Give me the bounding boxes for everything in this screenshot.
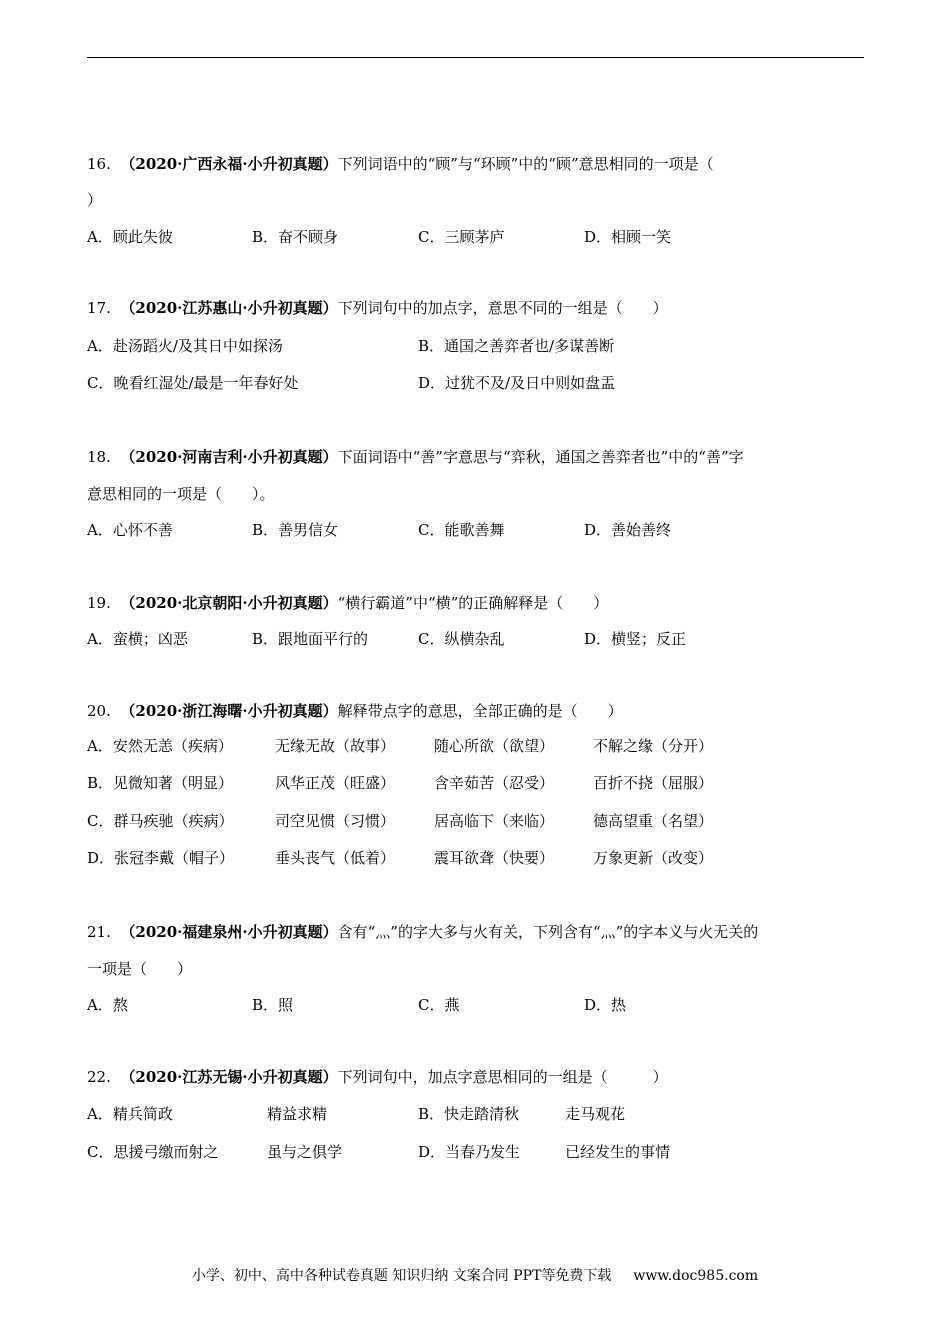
page-footer — [0, 1266, 950, 1286]
header-rule — [87, 57, 864, 58]
question-18-stem: 18. （2020·河南吉利·小升初真题）下面词语中“善”字意思与“弈秋，通国之善弈者也”中的“善”字 — [87, 448, 744, 466]
option-a[interactable]: A．精兵简政 — [87, 1105, 173, 1123]
option-b[interactable]: B．奋不顾身 — [252, 228, 339, 246]
option-d-item: 已经发生的事情 — [565, 1143, 671, 1161]
question-source: （2020·江苏惠山·小升初真题） — [120, 299, 338, 317]
option-c[interactable]: C．思援弓缴而射之 — [87, 1143, 219, 1161]
option-b-item: 含辛茹苦（忍受） — [434, 774, 555, 792]
option-a-item: 无缘无故（故事） — [275, 737, 396, 755]
option-d[interactable]: D．当春乃发生 — [418, 1143, 521, 1161]
option-b-item: 走马观花 — [565, 1105, 626, 1123]
option-b[interactable]: B．跟地面平行的 — [252, 630, 369, 648]
question-18-stem-cont: 意思相同的一项是（ ）。 — [87, 485, 275, 503]
option-b[interactable]: B．通国之善弈者也/多谋善断 — [418, 337, 615, 355]
option-c[interactable]: C．能歌善舞 — [418, 521, 505, 539]
option-d[interactable]: D．热 — [584, 996, 627, 1014]
question-20-stem: 20. （2020·浙江海曙·小升初真题）解释带点字的意思，全部正确的是（ ） — [87, 702, 623, 720]
question-source: （2020·福建泉州·小升初真题） — [120, 923, 338, 941]
footer-link[interactable]: www.doc985.com — [633, 1268, 759, 1284]
option-d-item: 震耳欲聋（快要） — [434, 849, 555, 867]
option-a[interactable]: A．顾此失彼 — [87, 228, 173, 246]
option-b-item: 百折不挠（屈服） — [593, 774, 714, 792]
option-a-item: 精益求精 — [267, 1105, 328, 1123]
question-22-stem: 22. （2020·江苏无锡·小升初真题）下列词句中，加点字意思相同的一组是（ ） — [87, 1068, 668, 1086]
option-c[interactable]: C．晚看红湿处/最是一年春好处 — [87, 374, 299, 392]
question-19-stem: 19. （2020·北京朝阳·小升初真题）“横行霸道”中“横”的正确解释是（ ） — [87, 594, 609, 612]
question-17-stem: 17. （2020·江苏惠山·小升初真题）下列词句中的加点字，意思不同的一组是（ ） — [87, 299, 668, 317]
option-c-item: 德高望重（名望） — [593, 812, 714, 830]
option-a[interactable]: A．心怀不善 — [87, 521, 173, 539]
option-a[interactable]: A．熬 — [87, 996, 128, 1014]
option-a[interactable]: A．安然无恙（疾病） — [87, 737, 233, 755]
option-b[interactable]: B．照 — [252, 996, 294, 1014]
question-source: （2020·浙江海曙·小升初真题） — [120, 702, 338, 720]
question-16-stem-cont: ） — [87, 191, 103, 209]
option-d-item: 垂头丧气（低着） — [275, 849, 396, 867]
option-b-item: 风华正茂（旺盛） — [275, 774, 396, 792]
option-d-item: 万象更新（改变） — [593, 849, 714, 867]
footer-text: 小学、初中、高中各种试卷真题 知识归纳 文案合同 PPT等免费下载 — [191, 1268, 612, 1284]
option-c[interactable]: C．纵横杂乱 — [418, 630, 505, 648]
option-a[interactable]: A．蛮横；凶恶 — [87, 630, 188, 648]
option-c[interactable]: C．三顾茅庐 — [418, 228, 505, 246]
option-b[interactable]: B．见微知著（明显） — [87, 774, 234, 792]
question-source: （2020·河南吉利·小升初真题） — [120, 448, 338, 466]
option-c[interactable]: C．燕 — [418, 996, 460, 1014]
option-d[interactable]: D．相顾一笑 — [584, 228, 672, 246]
question-source: （2020·江苏无锡·小升初真题） — [120, 1068, 338, 1086]
option-c-item: 司空见惯（习惯） — [275, 812, 396, 830]
option-a-item: 随心所欲（欲望） — [434, 737, 555, 755]
option-a[interactable]: A．赴汤蹈火/及其日中如探汤 — [87, 337, 283, 355]
option-c-item: 居高临下（来临） — [434, 812, 555, 830]
option-c[interactable]: C．群马疾驰（疾病） — [87, 812, 234, 830]
option-a-item: 不解之缘（分开） — [593, 737, 714, 755]
question-source: （2020·北京朝阳·小升初真题） — [120, 594, 338, 612]
question-21-stem: 21. （2020·福建泉州·小升初真题）含有“灬”的字大多与火有关，下列含有“灬”的字本义与火无关的 — [87, 923, 759, 941]
option-b[interactable]: B．善男信女 — [252, 521, 339, 539]
option-d[interactable]: D．善始善终 — [584, 521, 672, 539]
option-d[interactable]: D．过犹不及/及日中则如盘盂 — [418, 374, 616, 392]
question-21-stem-cont: 一项是（ ） — [87, 960, 193, 978]
option-c-item: 虽与之俱学 — [267, 1143, 343, 1161]
option-d[interactable]: D．横竖；反正 — [584, 630, 687, 648]
question-source: （2020·广西永福·小升初真题） — [120, 155, 338, 173]
question-16-stem: 16. （2020·广西永福·小升初真题）下列词语中的“顾”与“环顾”中的“顾”意思相同的一项是（ — [87, 155, 714, 173]
option-b[interactable]: B．快走踏清秋 — [418, 1105, 520, 1123]
option-d[interactable]: D．张冠李戴（帽子） — [87, 849, 235, 867]
